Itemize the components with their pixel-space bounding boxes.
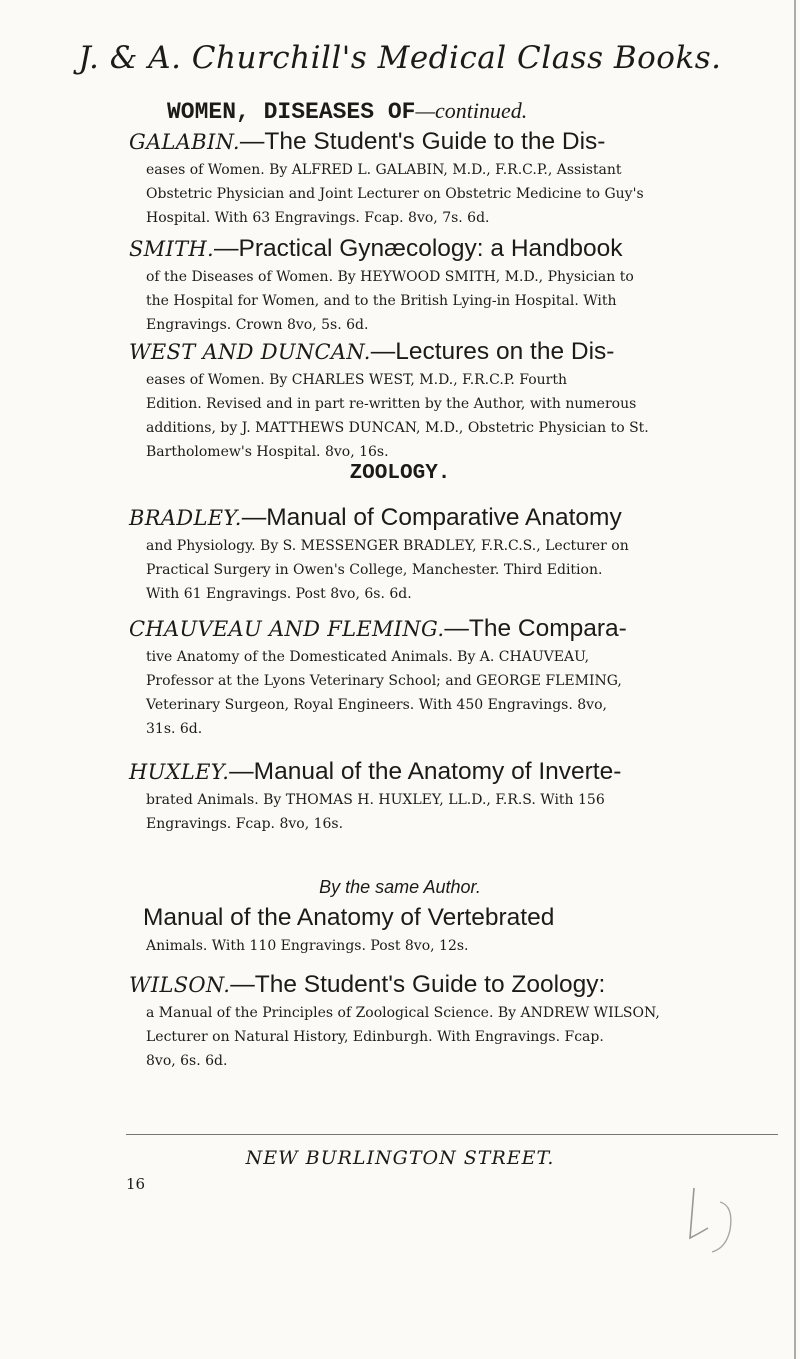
entry-title-text: —Lectures on the Dis-	[370, 338, 615, 365]
entry-title	[129, 613, 776, 645]
book-entry-huxley	[126, 756, 776, 836]
section-heading-text: WOMEN, DISEASES OF	[167, 99, 416, 125]
entry-title	[129, 756, 776, 788]
entry-title: Manual of the Anatomy of Vertebrated	[143, 904, 555, 931]
entry-title	[129, 969, 776, 1001]
entry-title-text: —The Student's Guide to Zoology:	[230, 971, 606, 998]
entry-author: CHAUVEAU AND FLEMING.	[129, 617, 445, 641]
book-entry-wilson	[126, 969, 776, 1073]
entry-description: Animals. With 110 Engravings. Post 8vo, 12s.	[146, 938, 469, 954]
footer-rule	[126, 1134, 778, 1135]
book-entry-west-duncan	[126, 336, 776, 464]
entry-description: of the Diseases of Women. By HEYWOOD SMITH, M.D., Physician to the Hospital for Women, and to the British Lying-in Hospital. With Engravings. Crown 8vo, 5s. 6d.	[146, 269, 634, 333]
entry-title-text: —The Compara-	[444, 615, 627, 642]
entry-title	[129, 336, 776, 368]
entry-title	[129, 502, 776, 534]
book-entry-bradley	[126, 502, 776, 606]
entry-title-text: —Practical Gynæcology: a Handbook	[213, 235, 623, 262]
entry-title-text: —The Student's Guide to the Dis-	[239, 128, 606, 155]
footer-street: NEW BURLINGTON STREET.	[245, 1147, 555, 1169]
entry-description: and Physiology. By S. MESSENGER BRADLEY, F.R.C.S., Lecturer on Practical Surgery in Owen's College, Manchester. Third Edition. With 61 Engravings. Post 8vo, 6s. 6d.	[146, 538, 629, 602]
entry-description: tive Anatomy of the Domesticated Animals. By A. CHAUVEAU, Professor at the Lyons Veterinary School; and GEORGE FLEMING, Veterinary Surgeon, Royal Engineers. With 450 Engravings. 8vo, 31s. 6d.	[146, 649, 622, 737]
entry-author: WILSON.	[129, 973, 231, 997]
book-entry-chauveau-fleming	[126, 613, 776, 741]
entry-description: eases of Women. By ALFRED L. GALABIN, M.D., F.R.C.P., Assistant Obstetric Physician and Joint Lecturer on Obstetric Medicine to Guy's Hospital. With 63 Engravings. Fcap. 8vo, 7s. 6d.	[146, 162, 644, 226]
book-entry-vertebrated	[126, 902, 776, 958]
section-heading	[167, 98, 527, 125]
entry-author: SMITH.	[129, 237, 214, 261]
book-entry-galabin	[126, 126, 776, 230]
entry-author: HUXLEY.	[129, 760, 230, 784]
entry-title	[129, 233, 776, 265]
book-entry-smith	[126, 233, 776, 337]
zoology-heading: ZOOLOGY.	[349, 462, 451, 485]
page-edge	[794, 0, 796, 1359]
entry-title-text: —Manual of the Anatomy of Inverte-	[229, 758, 622, 785]
entry-author: WEST AND DUNCAN.	[129, 340, 371, 364]
entry-description: brated Animals. By THOMAS H. HUXLEY, LL.D., F.R.S. With 156 Engravings. Fcap. 8vo, 16s.	[146, 792, 605, 832]
entry-author: BRADLEY.	[129, 506, 242, 530]
same-author-note: By the same Author.	[319, 877, 481, 897]
entry-title-text: —Manual of Comparative Anatomy	[241, 504, 622, 531]
page-number: 16	[126, 1175, 146, 1193]
entry-title	[129, 126, 776, 158]
continued-label: —continued.	[415, 98, 528, 123]
entry-description: a Manual of the Principles of Zoological Science. By ANDREW WILSON, Lecturer on Natural History, Edinburgh. With Engravings. Fcap. 8vo, 6s. 6d.	[146, 1005, 660, 1069]
entry-author: GALABIN.	[129, 130, 240, 154]
entry-description: eases of Women. By CHARLES WEST, M.D., F.R.C.P. Fourth Edition. Revised and in part re-written by the Author, with numerous additions, by J. MATTHEWS DUNCAN, M.D., Obstetric Physician to St. Bartholomew's Hospital. 8vo, 16s.	[146, 372, 649, 460]
running-head: J. & A. Churchill's Medical Class Books.	[78, 40, 722, 76]
pencil-mark	[664, 1178, 744, 1268]
